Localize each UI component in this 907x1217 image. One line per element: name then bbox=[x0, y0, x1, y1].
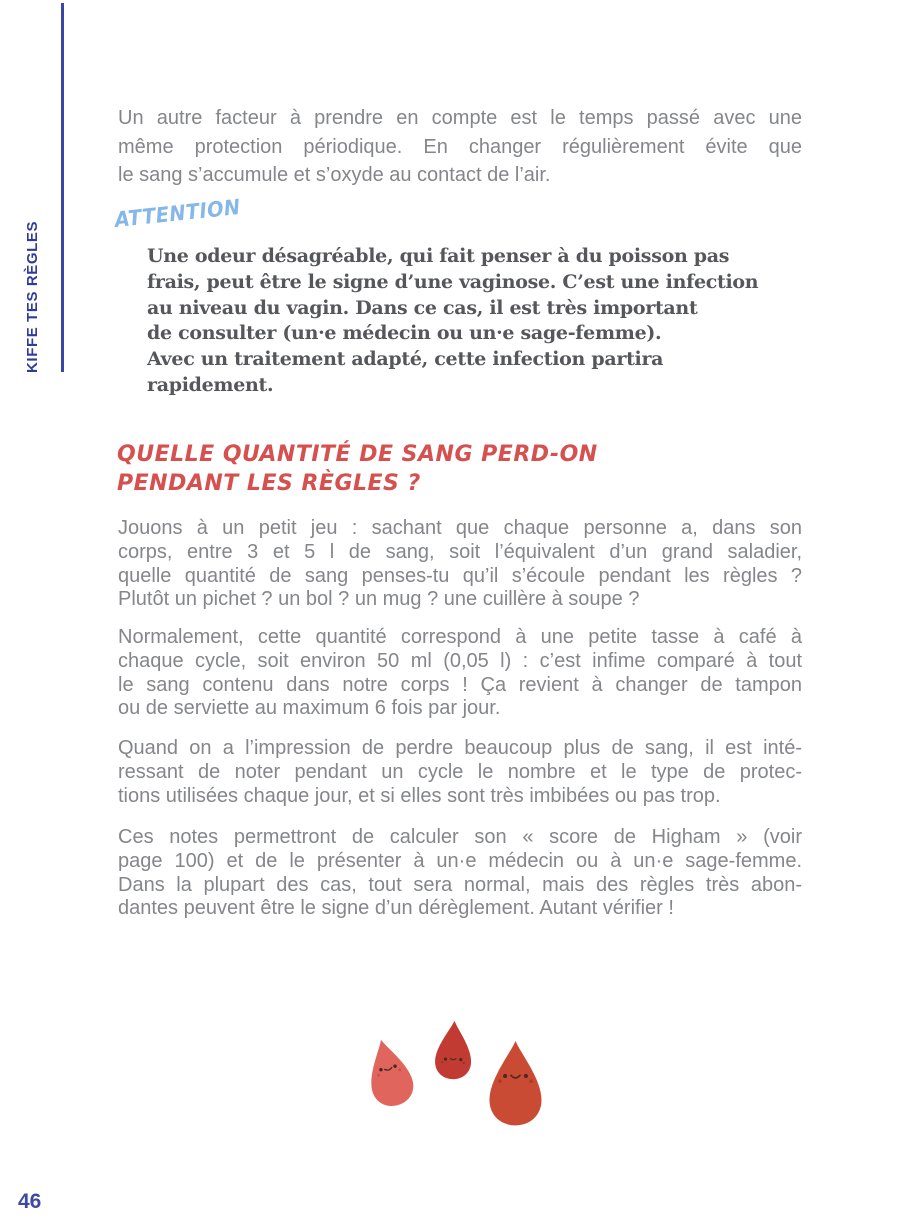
drop-body bbox=[490, 1041, 542, 1126]
body-line: le sang contenu dans notre corps ! Ça revient à changer de tampon bbox=[118, 673, 802, 696]
drop-eye bbox=[503, 1074, 507, 1078]
drop-blush bbox=[498, 1079, 502, 1083]
body-line: dantes peuvent être le signe d’un dérèglement. Autant vérifier ! bbox=[118, 897, 674, 920]
body-line: ressant de noter pendant un cycle le nombre et le type de protec- bbox=[118, 760, 802, 783]
body-line: Jouons à un petit jeu : sachant que chaque personne a, dans son bbox=[118, 517, 802, 539]
body-line: chaque cycle, soit environ 50 ml (0,05 l) : c’est infime comparé à tout bbox=[118, 649, 802, 672]
attention-line: rapidement. bbox=[147, 373, 274, 396]
section-heading-line: PENDANT LES RÈGLES ? bbox=[117, 470, 421, 496]
body-line: page 100) et de le présenter à un·e médecin ou à un·e sage-femme. bbox=[118, 849, 802, 872]
drop-eye bbox=[524, 1074, 528, 1078]
page-number: 46 bbox=[18, 1190, 42, 1213]
body-line: quelle quantité de sang penses-tu qu’il s’écoule pendant les règles ? bbox=[118, 564, 802, 587]
blood-drop-light-icon bbox=[353, 1024, 424, 1120]
blood-drop-dark-icon bbox=[430, 1010, 478, 1089]
body-line: Ces notes permettront de calculer son « score de Higham » (voir bbox=[118, 826, 802, 848]
intro-line: Un autre facteur à prendre en compte est le temps passé avec une bbox=[118, 107, 802, 129]
body-paragraph bbox=[118, 626, 802, 721]
drop-body bbox=[361, 1035, 418, 1111]
body-line: Normalement, cette quantité correspond à une petite tasse à café à bbox=[118, 626, 802, 648]
intro-line: le sang s’accumule et s’oxyde au contact de l’air. bbox=[118, 164, 551, 186]
body-line: Quand on a l’impression de perdre beaucoup plus de sang, il est inté- bbox=[118, 737, 802, 759]
section-heading bbox=[117, 441, 717, 498]
body-line: ou de serviette au maximum 6 fois par jour. bbox=[118, 697, 501, 720]
drop-body bbox=[434, 1020, 472, 1080]
sidebar-chapter-label: KIFFE TES RÈGLES bbox=[24, 220, 41, 373]
intro-line: même protection périodique. En changer régulièrement évite que bbox=[118, 135, 802, 158]
body-line: Plutôt un pichet ? un bol ? un mug ? une cuillère à soupe ? bbox=[118, 588, 640, 611]
body-line: Dans la plupart des cas, tout sera normal, mais des règles très abon- bbox=[118, 873, 802, 896]
attention-line: Avec un traitement adapté, cette infection partira bbox=[147, 348, 664, 371]
body-line: tions utilisées chaque jour, et si elles sont très imbibées ou pas trop. bbox=[118, 784, 721, 807]
body-paragraph bbox=[118, 517, 802, 612]
attention-line: Une odeur désagréable, qui fait penser à du poisson pas bbox=[147, 245, 730, 267]
body-paragraph bbox=[118, 737, 802, 808]
section-heading-line: QUELLE QUANTITÉ DE SANG PERD-ON bbox=[117, 442, 598, 467]
attention-line: de consulter (un·e médecin ou un·e sage-femme). bbox=[147, 322, 662, 345]
blood-drop-orange-icon bbox=[483, 1035, 548, 1130]
attention-body bbox=[147, 244, 802, 399]
attention-line: frais, peut être le signe d’une vaginose. C’est une infection bbox=[147, 270, 759, 293]
attention-heading: ATTENTION bbox=[113, 194, 242, 232]
drop-blush bbox=[529, 1079, 533, 1083]
sidebar-rule bbox=[61, 3, 64, 372]
body-line: corps, entre 3 et 5 l de sang, soit l’équivalent d’un grand saladier, bbox=[118, 540, 802, 563]
intro-paragraph bbox=[118, 104, 802, 190]
body-paragraph bbox=[118, 826, 802, 921]
attention-line: au niveau du vagin. Dans ce cas, il est très important bbox=[147, 296, 698, 319]
